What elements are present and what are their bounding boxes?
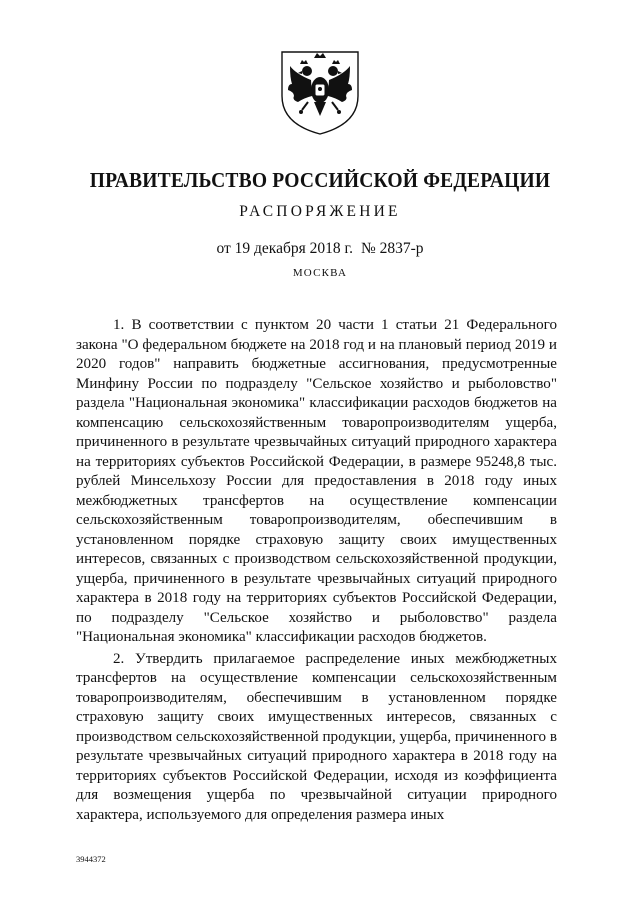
city-name: МОСКВА bbox=[292, 267, 348, 279]
paragraph-2: 2. Утвердить прилагаемое распределение иных межбюджетных трансфертов на осуществление компенсации сельскохозяйственным товаропроизводителям, обеспечившим в установленном порядке страховую защиту своих имущественных интересов, связанных с производством сельскохозяйственной продукции, ущерба, причиненного в результате чрезвычайных ситуаций природного характера в 2018 году на территориях субъектов Российской Федерации, исходя из коэффициента для возмещения ущерба по чрезвычайной ситуации природного характера, используемого для определения размера иных bbox=[76, 650, 557, 823]
paragraph-1: 1. В соответствии с пунктом 20 части 1 статьи 21 Федерального закона "О федеральном бюджете на 2018 год и на плановый период 2019 и 2020 годов" направить бюджетные ассигнования, предусмотренные Минфину России по подразделу "Сельское хозяйство и рыболовство" раздела "Национальная экономика" классификации расходов бюджетов на компенсацию сельскохозяйственным товаропроизводителям ущерба, причиненного в результате чрезвычайных ситуаций природного характера на территориях субъектов Российской Федерации, в размере 95248,8 тыс. рублей Минсельхозу России для предоставления в 2018 году иных межбюджетных трансфертов на осуществление компенсации сельскохозяйственным товаропроизводителям, обеспечившим в установленном порядке страховую защиту своих имущественных интересов, связанных с производством сельскохозяйственной продукции, ущерба, причиненного в результате чрезвычайных ситуаций природного характера в 2018 году на территориях субъектов Российской Федерации, по подразделу "Сельское хозяйство и рыболовство" раздела "Национальная экономика" классификации расходов бюджетов. bbox=[76, 317, 557, 645]
date-line bbox=[0, 240, 640, 258]
document-code: 3944372 bbox=[76, 854, 106, 864]
document-date: от 19 декабря 2018 г. bbox=[216, 240, 353, 257]
document-body bbox=[76, 316, 557, 825]
government-title: ПРАВИТЕЛЬСТВО РОССИЙСКОЙ ФЕДЕРАЦИИ bbox=[89, 168, 551, 192]
coat-of-arms-icon bbox=[278, 44, 362, 138]
document-type: РАСПОРЯЖЕНИЕ bbox=[239, 203, 401, 220]
document-number: № 2837-р bbox=[360, 240, 424, 257]
